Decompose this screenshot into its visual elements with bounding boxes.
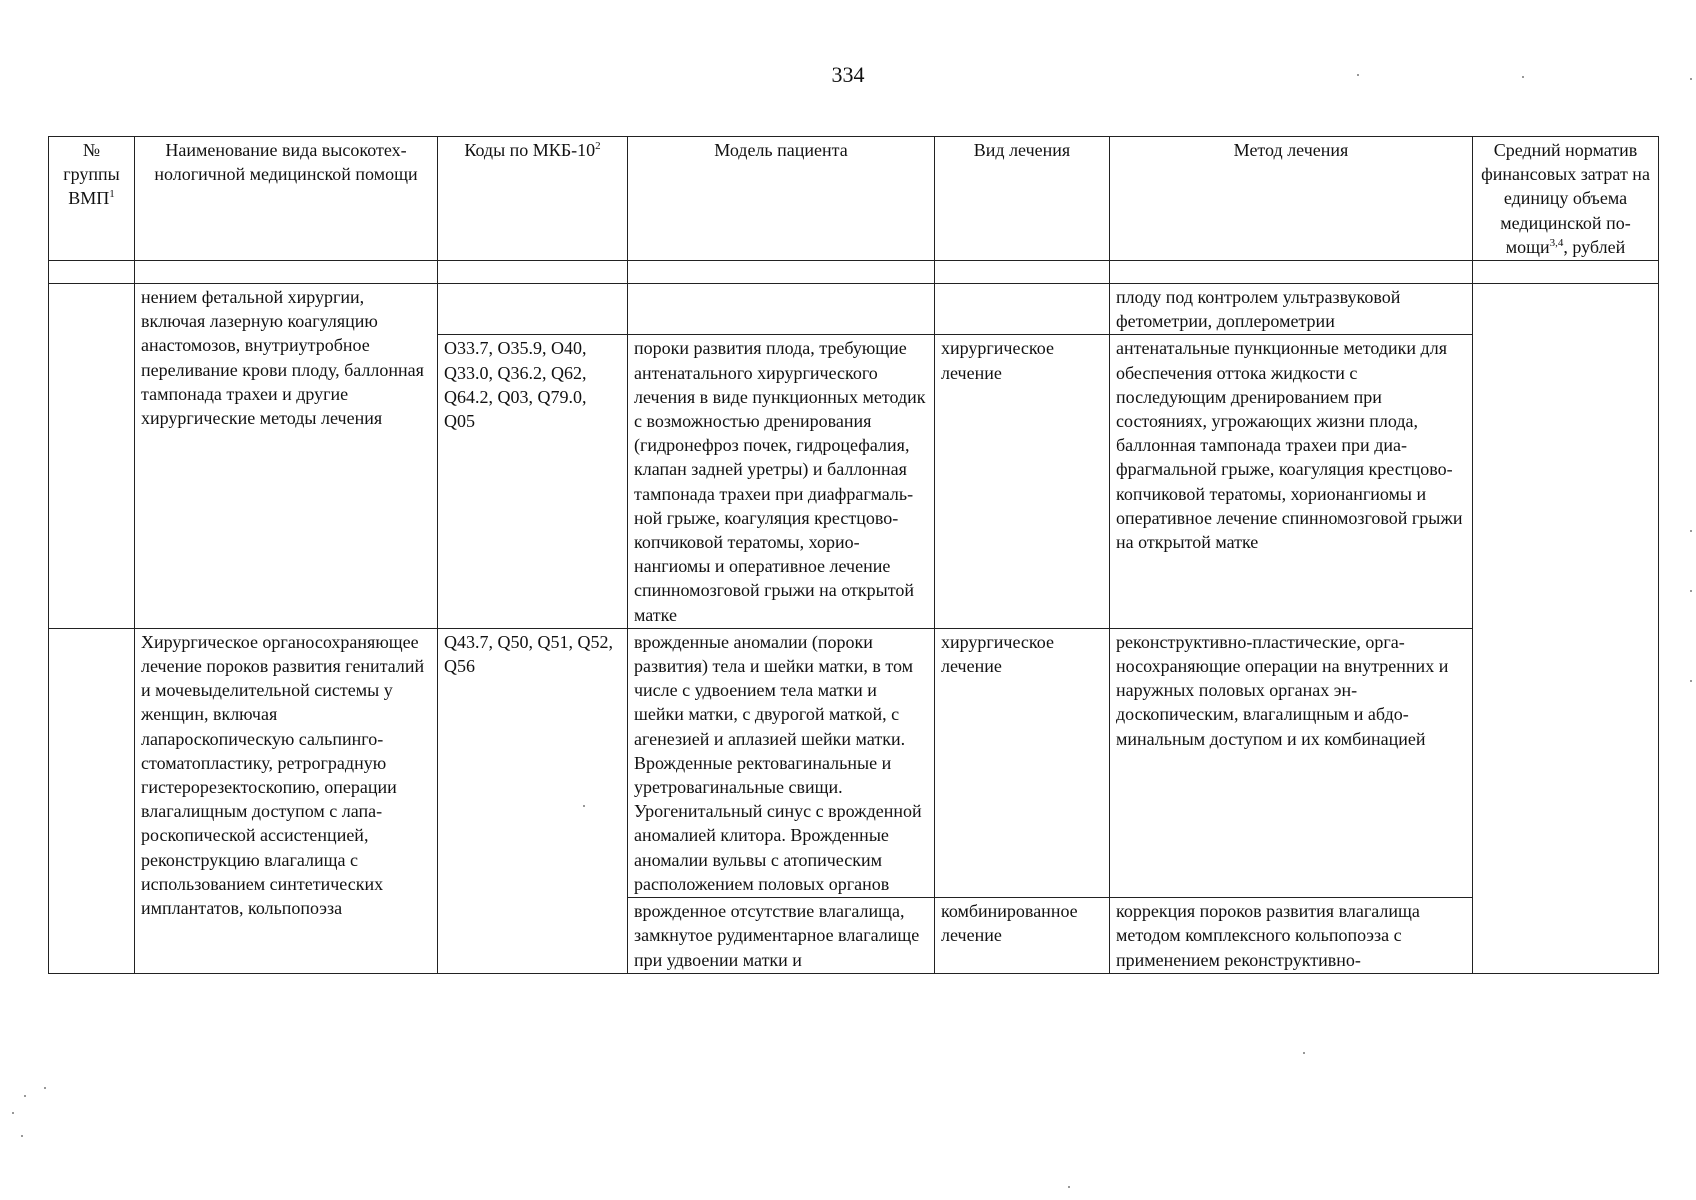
method-cell: плоду под контролем ультразвуковой фетометрии, доплерометрии [1110, 284, 1473, 335]
name-cell: Хирургическое органосохраняющее лечение пороков развития гениталий и мочевыделительной системы у женщин, включая лапароскопическую сальпингостоматопластику, ретроградную гистерорезектоскопию, операции влагалищным доступом с лапароскопической ассистенцией, реконструкцию влагалища с использованием синтетических имплантатов, кольпопоэза [135, 628, 438, 973]
scan-speck [1690, 530, 1692, 532]
type-cell [935, 284, 1110, 335]
scan-speck [583, 805, 585, 807]
scan-speck [44, 1087, 46, 1089]
column-number-row [49, 261, 1659, 284]
scan-speck [1522, 76, 1524, 78]
header-type: Вид лечения [935, 137, 1110, 261]
scan-speck [12, 1112, 14, 1114]
header-model: Модель пациента [628, 137, 935, 261]
header-cost: Средний норматив финансовых затрат на единицу объема медицинской помощи$^{3,4}$, рублей [1473, 137, 1659, 261]
header-name: Наименование вида высокотехнологичной медицинской помощи [135, 137, 438, 261]
model-cell: врожденное отсутствие влагалища, замкнутое рудиментарное влагалище при удвоении матки и [628, 898, 935, 974]
model-cell [628, 284, 935, 335]
group-cell [49, 628, 135, 973]
type-cell: хирургическое лечение [935, 628, 1110, 897]
table-row [49, 284, 1659, 335]
group-cell [49, 284, 135, 629]
scan-speck [1068, 1186, 1070, 1188]
header-group: № группы ВМП$^1$ [49, 137, 135, 261]
method-cell: антенатальные пункционные методики для обеспечения оттока жидкости с последующим дренированием при состояниях, угрожающих жизни плода, баллонная тампонада трахеи при диафрагмальной грыже, коагуляция крестцово-копчиковой тератомы, хорионангиомы и оперативное лечение спинномозговой грыжи на открытой матке [1110, 335, 1473, 628]
scan-speck [1303, 1052, 1305, 1054]
type-cell: хирургическое лечение [935, 335, 1110, 628]
scan-speck [1690, 680, 1692, 682]
scan-speck [21, 1135, 23, 1137]
method-cell: реконструктивно-пластические, органосохраняющие операции на внутренних и наружных половых органах эндоскопическим, влагалищным и абдоминальным доступом и их комбинацией [1110, 628, 1473, 897]
medical-care-table [48, 136, 1659, 974]
scan-speck [1690, 78, 1692, 80]
name-cell: нением фетальной хирургии, включая лазерную коагуляцию анастомозов, внутриутробное переливание крови плоду, баллонная тампонада трахеи и другие хирургические методы лечения [135, 284, 438, 629]
scan-speck [24, 1095, 26, 1097]
header-codes: Коды по МКБ-$10^2$ [438, 137, 628, 261]
model-cell: врожденные аномалии (пороки развития) тела и шейки матки, в том числе с удвоением тела матки и шейки матки, с двурогой маткой, с агенезией и аплазией шейки матки. Врожденные ректовагинальные и уретровагинальные свищи. Урогенитальный синус с врожденной аномалией клитора. Врожденные аномалии вульвы с атопическим расположением половых органов [628, 628, 935, 897]
scan-speck [1690, 590, 1692, 592]
cost-cell [1473, 284, 1659, 974]
codes-cell: O33.7, O35.9, O40, Q33.0, Q36.2, Q62, Q64.2, Q03, Q79.0, Q05 [438, 335, 628, 628]
table-row [49, 628, 1659, 897]
type-cell: комбинированное лечение [935, 898, 1110, 974]
codes-cell: Q43.7, Q50, Q51, Q52, Q56 [438, 628, 628, 973]
header-method: Метод лечения [1110, 137, 1473, 261]
codes-cell [438, 284, 628, 335]
header-row [49, 137, 1659, 261]
method-cell: коррекция пороков развития влагалища методом комплексного кольпопоэза с применением реконструктивно- [1110, 898, 1473, 974]
page-number: 334 [831, 62, 865, 87]
scan-speck [1357, 74, 1359, 76]
model-cell: пороки развития плода, требующие антенатального хирургического лечения в виде пункционных методик с возможностью дренирования (гидронефроз почек, гидроцефалия, клапан задней уретры) и баллонная тампонада трахеи при диафрагмальной грыже, коагуляция крестцово-копчиковой тератомы, хорионангиомы и оперативное лечение спинномозговой грыжи на открытой матке [628, 335, 935, 628]
